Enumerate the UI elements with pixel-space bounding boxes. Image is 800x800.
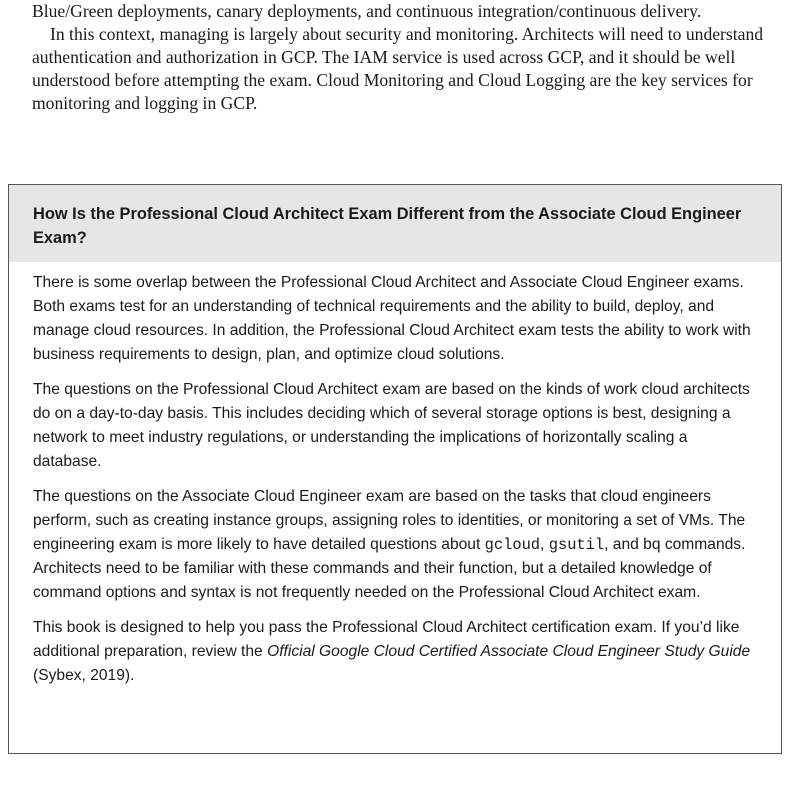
sidebar-paragraph-4 bbox=[33, 616, 757, 688]
gsutil-command: gsutil bbox=[548, 536, 605, 554]
sidebar-paragraph-3 bbox=[33, 485, 757, 605]
gcloud-command: gcloud bbox=[484, 536, 541, 554]
sidebar-paragraph-4-text: This book is designed to help you pass the Professional Cloud Architect certification exam. If you’d like additional preparation, review the bbox=[33, 619, 740, 660]
sidebar-paragraph-3-sep: , bbox=[540, 536, 549, 553]
sidebar-body bbox=[9, 262, 781, 688]
sidebar-paragraph-4-rest: (Sybex, 2019). bbox=[33, 667, 135, 684]
body-text bbox=[32, 0, 777, 115]
sidebar-paragraph-3-rest: , and bq commands. Architects need to be familiar with these commands and their function, but a detailed knowledge of command options and syntax is not frequently needed on the Professional Cloud Architect exam. bbox=[33, 536, 746, 601]
exam-comparison-sidebar bbox=[8, 184, 782, 754]
study-guide-title: Official Google Cloud Certified Associate Cloud Engineer Study Guide bbox=[267, 643, 751, 660]
sidebar-title: How Is the Professional Cloud Architect Exam Different from the Associate Cloud Engineer Exam? bbox=[9, 185, 781, 262]
body-paragraph-1: Blue/Green deployments, canary deployments, and continuous integration/continuous delivery. bbox=[32, 1, 702, 21]
body-paragraph-2: In this context, managing is largely about security and monitoring. Architects will need to understand authentication and authorization in GCP. The IAM service is used across GCP, and it should be well understood before attempting the exam. Cloud Monitoring and Cloud Logging are the key services for monitoring and logging in GCP. bbox=[32, 24, 764, 113]
sidebar-paragraph-2: The questions on the Professional Cloud Architect exam are based on the kinds of work cloud architects do on a day-to-day basis. This includes deciding which of several storage options is best, designing a network to meet industry regulations, or understanding the implications of horizontally scaling a database. bbox=[33, 381, 750, 470]
sidebar-paragraph-1: There is some overlap between the Professional Cloud Architect and Associate Cloud Engineer exams. Both exams test for an understanding of technical requirements and the ability to build, deploy, and manage cloud resources. In addition, the Professional Cloud Architect exam tests the ability to work with business requirements to design, plan, and optimize cloud solutions. bbox=[33, 274, 751, 363]
sidebar-paragraph-3-text: The questions on the Associate Cloud Engineer exam are based on the tasks that cloud engineers perform, such as creating instance groups, assigning roles to identities, or monitoring a set of VMs. The engineering exam is more likely to have detailed questions about bbox=[33, 488, 746, 553]
